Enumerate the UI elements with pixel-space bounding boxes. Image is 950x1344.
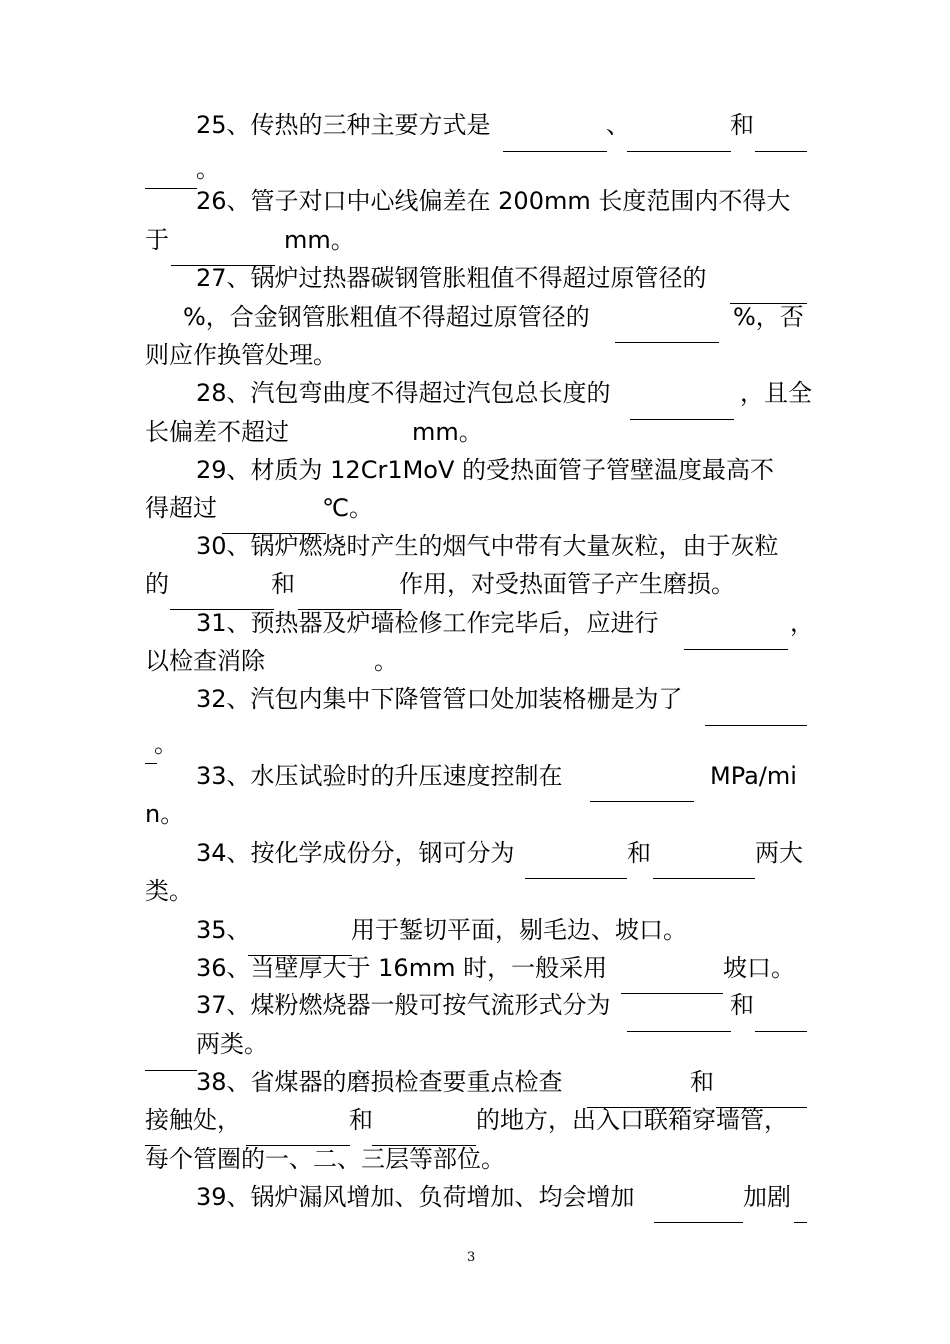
q33-blank: [590, 801, 694, 802]
q26-unit: mm。: [284, 226, 355, 254]
q27-percent: %，否: [733, 303, 804, 331]
q28-unit: mm。: [412, 418, 483, 446]
q39-text: 39、锅炉漏风增加、负荷增加、均会增加: [196, 1183, 635, 1211]
q38-text-d: 每个管圈的一、二、三层等部位。: [145, 1145, 505, 1173]
q25-blank-3b: [145, 188, 197, 189]
q34-blank-2: [653, 878, 755, 879]
q25-blank-1: [503, 151, 607, 152]
q33-unit: MPa/mi: [710, 762, 797, 790]
q28-text-c: 长偏差不超过: [145, 418, 289, 446]
q37-text: 37、煤粉燃烧器一般可按气流形式分为: [196, 991, 611, 1019]
q33-text: 33、水压试验时的升压速度控制在: [196, 762, 563, 790]
q29-unit: ℃。: [322, 494, 373, 522]
q36-blank: [621, 993, 723, 994]
q31-blank-1: [684, 649, 788, 650]
q39-blank-1: [654, 1222, 743, 1223]
q27-text: 27、锅炉过热器碳钢管胀粗值不得超过原管径的: [196, 264, 707, 292]
q34-text-c: 类。: [145, 877, 193, 905]
q35-text: 35、: [196, 916, 251, 944]
q39-text-b: 加剧: [743, 1183, 791, 1211]
q32-blank-a: [705, 725, 807, 726]
q36-text-b: 坡口。: [723, 954, 795, 982]
q32-text: 32、汽包内集中下降管管口处加装格栅是为了: [196, 685, 683, 713]
q37-blank-2a: [755, 1031, 807, 1032]
q28-blank-1: [630, 419, 734, 420]
q25-blank-2: [627, 151, 731, 152]
q37-blank-1: [627, 1031, 731, 1032]
page-number: 3: [467, 1250, 476, 1265]
q30-and: 和: [271, 570, 295, 598]
q35-text-b: 用于錾切平面，剔毛边、坡口。: [351, 916, 687, 944]
q29-text-cont: 得超过: [145, 494, 217, 522]
q26-text: 26、管子对口中心线偏差在 200mm 长度范围内不得大: [196, 187, 791, 215]
q38-text: 38、省煤器的磨损检查要重点检查: [196, 1068, 563, 1096]
q33-unit-cont: n。: [145, 800, 185, 828]
q26-text-cont: 于: [145, 226, 169, 254]
q32-blank-b: [145, 763, 157, 764]
q31-text: 31、预热器及炉墙检修工作完毕后，应进行: [196, 609, 659, 637]
q38-and-2: 和: [349, 1106, 373, 1134]
q30-text-c: 作用，对受热面管子产生磨损。: [399, 570, 735, 598]
q28-text-b: ，且全: [740, 379, 812, 407]
q38-and: 和: [690, 1068, 714, 1096]
q39-blank-2: [794, 1222, 807, 1223]
q31-text-c: 以检查消除: [145, 647, 265, 675]
q31-end: 。: [374, 647, 398, 675]
q37-blank-2b: [145, 1070, 197, 1071]
q25-text: 25、传热的三种主要方式是: [196, 111, 491, 139]
q29-text: 29、材质为 12Cr1MoV 的受热面管子管壁温度最高不: [196, 456, 775, 484]
q36-text: 36、当壁厚大于 16mm 时，一般采用: [196, 954, 608, 982]
q28-text: 28、汽包弯曲度不得超过汽包总长度的: [196, 379, 611, 407]
q38-text-b: 接触处，: [145, 1106, 241, 1134]
q27-text-cont: %，合金钢管胀粗值不得超过原管径的: [183, 303, 590, 331]
q38-text-c: 的地方，出入口联箱穿墙管，: [476, 1106, 788, 1134]
q31-comma: ，: [790, 609, 814, 637]
q34-text-b: 两大: [755, 839, 803, 867]
q30-text: 30、锅炉燃烧时产生的烟气中带有大量灰粒，由于灰粒: [196, 532, 779, 560]
q25-and: 和: [730, 111, 754, 139]
q34-and: 和: [627, 839, 651, 867]
q34-blank-1: [525, 878, 627, 879]
q27-text-end: 则应作换管处理。: [145, 341, 337, 369]
q25-separator: 、: [606, 111, 630, 139]
q25-end: 。: [196, 155, 220, 183]
q37-text-b: 两类。: [196, 1030, 268, 1058]
q27-blank-2: [615, 342, 719, 343]
q34-text: 34、按化学成份分，钢可分为: [196, 839, 515, 867]
q30-text-b: 的: [145, 570, 169, 598]
q37-and: 和: [730, 991, 754, 1019]
q25-blank-3a: [755, 151, 807, 152]
q32-end: 。: [154, 730, 178, 758]
